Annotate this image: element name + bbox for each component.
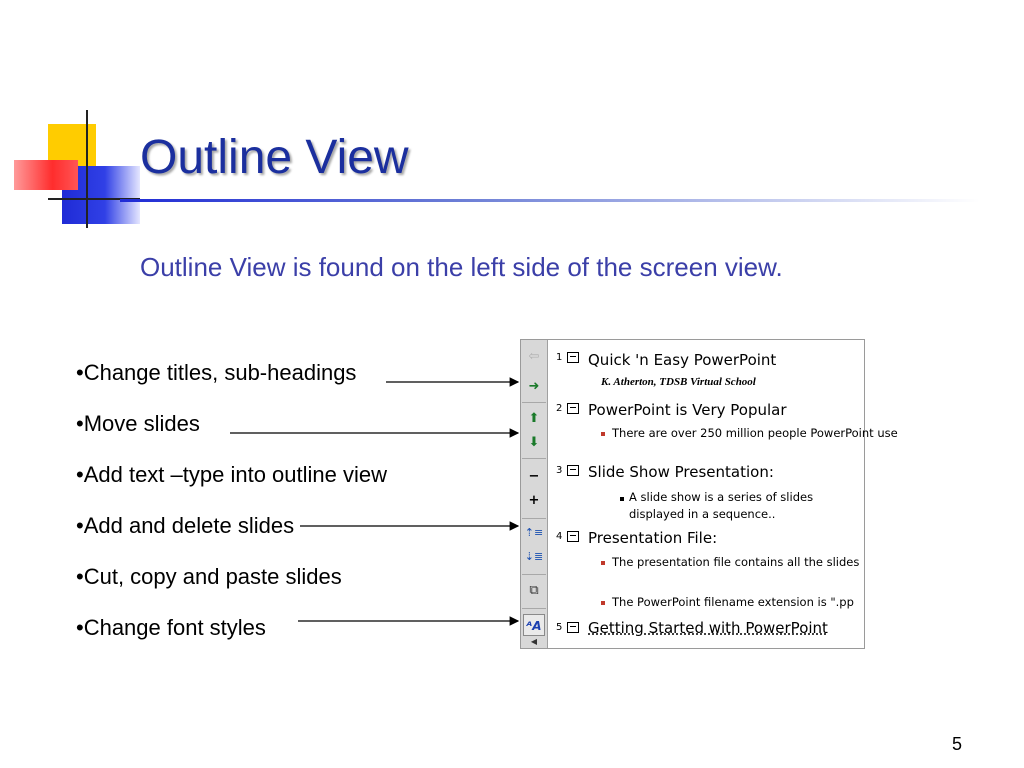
slide-number: 1 — [556, 352, 563, 363]
slide-icon[interactable] — [567, 622, 579, 633]
show-formatting-icon[interactable]: ᴬA — [523, 614, 545, 636]
bullet-dot — [601, 432, 605, 436]
expand-icon[interactable]: + — [528, 493, 540, 508]
show-all-icon[interactable]: ⇣≣ — [524, 550, 544, 563]
outline-point[interactable]: The presentation file contains all the slides — [612, 555, 860, 569]
outline-slide-title[interactable]: Quick 'n Easy PowerPoint — [588, 351, 777, 369]
outline-slide-title[interactable]: Presentation File: — [588, 529, 718, 547]
toolbar-separator — [522, 518, 546, 519]
bullet-dot — [620, 497, 624, 501]
bullet-cut-copy-paste: •Cut, copy and paste slides — [76, 564, 342, 589]
outline-point[interactable]: A slide show is a series of slides — [629, 490, 814, 504]
toolbar-separator — [522, 458, 546, 459]
outline-slide-title[interactable]: PowerPoint is Very Popular — [588, 401, 787, 419]
outline-slide-title[interactable]: Getting Started with PowerPoint — [588, 619, 828, 637]
bullet-dot — [601, 561, 605, 565]
slide-number: 3 — [556, 465, 563, 476]
toolbar-separator — [522, 608, 546, 609]
outline-subtitle[interactable]: K. Atherton, TDSB Virtual School — [601, 376, 756, 388]
move-down-icon[interactable]: ⬇ — [528, 435, 540, 450]
slide-icon[interactable] — [567, 465, 579, 476]
slide-icon[interactable] — [567, 352, 579, 363]
toolbar-separator — [522, 402, 546, 403]
slide-number: 5 — [556, 622, 563, 633]
slide-number: 4 — [556, 531, 563, 542]
bullet-change-font: •Change font styles — [76, 615, 266, 640]
outline-view-panel — [520, 339, 898, 649]
bullet-move-slides: •Move slides — [76, 411, 200, 436]
bullet-dot — [601, 601, 605, 605]
outline-point[interactable]: There are over 250 million people PowerPoint use — [612, 426, 898, 440]
summary-slide-icon[interactable]: ⇡≡ — [524, 526, 544, 539]
bullet-add-delete-slides: •Add and delete slides — [76, 513, 295, 538]
move-up-icon[interactable]: ⬆ — [528, 411, 540, 426]
bullet-add-text: •Add text –type into outline view — [76, 462, 387, 487]
outline-point[interactable]: displayed in a sequence.. — [629, 507, 776, 521]
demote-icon[interactable]: ➜ — [528, 379, 540, 394]
scroll-left-icon[interactable]: ◀ — [530, 637, 538, 646]
slide-icon[interactable] — [567, 531, 579, 542]
copy-slides-icon[interactable]: ⧉ — [529, 583, 539, 598]
intro-text: Outline View is found on the left side of the screen view. — [140, 252, 783, 282]
slide-number: 2 — [556, 403, 563, 414]
bullet-change-titles: •Change titles, sub-headings — [76, 360, 357, 385]
slide-title: Outline View — [140, 131, 409, 184]
slide-icon[interactable] — [567, 403, 579, 414]
outline-point[interactable]: The PowerPoint filename extension is ".pp — [612, 595, 854, 609]
toolbar-separator — [522, 574, 546, 575]
promote-icon[interactable]: ⇦ — [528, 349, 540, 364]
page-number: 5 — [952, 734, 963, 754]
outline-slide-title[interactable]: Slide Show Presentation: — [588, 463, 774, 481]
outline-toolbar — [521, 340, 548, 648]
collapse-icon[interactable]: − — [528, 469, 540, 484]
